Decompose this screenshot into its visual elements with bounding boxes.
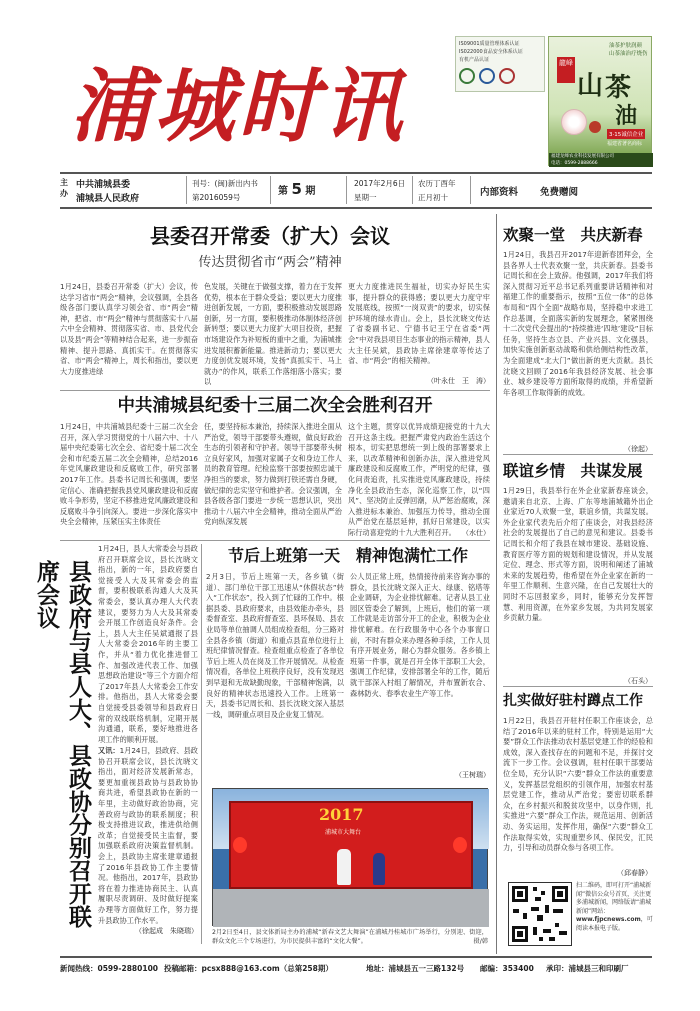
side1-headline: 欢聚一堂 共庆新春 [503,225,643,244]
certification-ad [455,36,545,92]
ad-top-text-2: 山茶油治疗烧伤 [609,51,648,57]
lantern-icon [233,837,247,853]
sponsor-2: 浦城县人民政府 [76,194,140,204]
divider [412,176,413,204]
divider [346,176,347,204]
article3-byline: （徐起成 朱晓瑞） [135,927,198,935]
ad-address: 福建龙峰农业科技发展有限公司 [551,154,614,159]
footer-email: 投稿邮箱：pcsx888@163.com（总第258期） [164,964,333,973]
masthead-title [70,56,420,156]
photo-credit: 摄/韩 [473,938,488,945]
issue-post: 期 [305,186,316,197]
cert-logo-icon [499,68,515,84]
sponsor-1: 中共浦城县委 [76,180,131,190]
lunar-year: 农历丁酉年 [418,179,456,188]
footer-hotline: 新闻热线：0599-2880100 [60,964,159,973]
side1-byline: （徐起） [624,445,652,453]
qr-code[interactable] [508,882,572,946]
article3-col1: 1月24日，县人大常委会与县政府召开联席会议，县长沈晓文指出，新的一年，县政府要自觉接受人大及其常委会的监督，要积极联系沟通人大及其常委会，要认真办理人大代表建议，要努力为人大及其常委会开展工作创造良好条件。会上，县人大主任吴斌通报了县人大常委会2016年的主要工作，并从“着力优化推进督工作、加强改进代表工作、加强思想政治建设”等三个方面介绍了2017年县人大常委会工作安排。他指出，县人大常委会要自觉接受县委领导和县政府日常的双线联络机制，定期开展沟通通，联系，要好地推进各项工作的顺利开展。 [98,544,198,744]
article3-lead: 又讯： [98,746,120,755]
article1-subhead: 传达贯彻省市“两会”精神 [198,255,342,270]
article-divider [60,390,490,391]
article1-col3: 更大力度推进民生福祉，切实办好民生实事，提升群众的获得感；要以更大力度守牢发展底线，按照“一岗双责”的要求，切实保护环境的绿水青山。会上，县长沈晓文传达了省委副书记、宁德书记王宁在省委“两会”中对我县项目生态事业的指示精神，县人大主任吴斌，县政协主席徐建章等传达了省、市“两会”的相关精神。 [348,282,490,366]
article2-col1: 1月24日，中共浦城县纪委十三届二次全会召开，深入学习贯彻党的十八届六中、十八届中央纪委第七次全会、省纪委十届二次全会和市纪委五届二次全会精神，总结2016年党风廉政建设和反腐败工作，研究部署2017年工作。县委书记周长和强调，要坚定信心、准确把握我县党风廉政建设和反腐败斗争形势，坚定不移推进党风廉政建设和反腐败斗争引向深入。要进一步深化落实中央全会精神，压紧压实主体责任 [60,422,198,527]
side-divider [503,454,653,455]
cert-line-1: IS09001质量管理体系认证 [459,41,520,47]
footer-printer: 承印：浦城县三和印刷厂 [546,964,629,973]
article2-col2: 任，要坚持标本兼治，持续深入推进全面从严治党，领导干部要带头遵规，做良好政治生态的引领者和守护者。领导干部要带头树立良好家风，加强对家属子女和身边工作人员的教育管理。纪检监察干部要按照忠诚干净担当的要求，努力做到打铁还需自身硬，做纪律的忠实坚守和维护者。会议强调，全县各级各部门要进一步统一思想认识，突出推动十八届六中全会精神，推动全面从严治党向纵深发展 [204,422,342,527]
column-divider [201,544,202,944]
photo-caption [212,928,488,950]
qr-description [576,882,654,952]
article4-col2: 公人员正常上班，热情接待前来咨询办事的群众，县长沈晓文深入正大、绿康、铭塔等企业调研，为企业排忧解难。记者从县工业园区管委会了解到，上班后，他们的第一项工作就是走访部分开工的企业，积极为企业排忧解难。在行政服务中心各个办事窗口前，不时有群众来办理各种手续，工作人员有序开展业务，耐心为群众服务。各乡镇上班第一件事，就是召开全体干部职工大会，强调工作纪律，安排部署全年的工作，随后就干部深入村组了解情况，并布置新农合、森林防火、春季农业生产等工作。 [350,572,490,698]
side3-byline: （邱春静） [617,869,652,877]
camellia-fruit-icon [589,121,601,133]
footer-address: 地址：浦城县五一三路132号 [366,964,465,973]
sponsor-label: 主办 [60,178,68,198]
kan-hao: 刊号：(闽)新出内书 [192,179,258,188]
sidebar-divider [496,214,497,954]
lantern-icon [453,837,467,853]
free-label: 免费赠阅 [540,187,579,198]
cert-logo-icon [479,68,495,84]
info-bar-top-rule [60,172,652,174]
footer-postcode: 邮编：353400 [480,964,534,973]
article1-col2: 色发展，关键在于做强支撑，着力在于发挥优势，根本在于群众受益；要以更大力度推进创新发展，一方面，要积极推动发展思路创新，另一方面，要积极推动体制体经济创新转型；要以更大力度扩大项目投资，把握市场建设作为补短板的重中之重，为浦城推进发展积蓄新能量。推进新动力；要以更大力度创优发展环境，发扬“真抓实干、马上就办”的作风，联系工作落细落小落实；要以 [204,282,342,387]
article4-headline: 节后上班第一天 精神饱满忙工作 [227,546,468,565]
camellia-flower-icon [561,109,587,135]
side2-headline: 联谊乡情 共谋发展 [503,461,643,480]
qr-text: 扫二维码，即可打开“浦城新闻”微信公众号首页，关注更多浦城新闻，网络版请“浦城新闻”网站： [576,882,652,915]
article3-col1b [98,746,198,925]
photo-caption-text: 2月2日至4日，县文体新局主办的浦城“新春文艺大舞演”在浦城丹桂城市广场举行，分别迎、街迎，群众文化三个专场进行，为市民提供丰富的“文化大餐”。 [212,929,488,945]
issue-pre: 第 [278,186,288,197]
qr-code-icon [509,883,571,945]
footer-top-rule [60,956,652,958]
camellia-oil-ad [548,36,652,166]
ad-brand-c: 油 [615,103,638,129]
lunar-day: 正月初十 [418,193,448,202]
ad-footer-bar [549,153,653,167]
divider [270,176,271,204]
side3-body: 1月22日，我县召开驻村任职工作座谈会，总结了2016年以来的驻村工作，特别是运用“大要”群众工作法推动农村基层党建工作的经验和成效，深入查找存在的问题和不足，并探讨交流下一步工作。会议强调，驻村任职干部要站位全局，充分认识“六要”群众工作法的重要意义，发挥基层党组织的引领作用，加强农村基层党建工作，推动从严治党；要密切联系群众，在乡村振兴和脱贫攻坚中，以身作则，扎实推进“六要”群众工作法，规范运用、创新活动、务实运用，发挥作用，确保“六要”群众工作法取得实效，实现重塑乡风、保民安，汇民力，引导和动员群众参与各项工作。 [503,716,653,853]
ad-phone: 电话：0599-2888666 [551,161,598,166]
article1-headline: 县委召开常委（扩大）会议 [150,224,390,248]
article2-byline: （水仕） [462,529,490,537]
ad-top-text-1: 油茶护肤润颜 [609,43,643,49]
issue-num: 5 [291,180,302,198]
ad-brand-a: 山 [577,71,604,101]
article1-byline: （叶永仕 王 涛） [427,377,490,385]
cert-line-3: 有机产品认证 [459,57,490,63]
stage-photo [212,788,488,926]
internal-label: 内部资料 [480,187,519,198]
ad-badge: 3·15诚信企业 [607,129,645,139]
divider [186,176,187,204]
issue-number [278,180,315,198]
side3-headline: 扎实做好驻村蹲点工作 [503,693,643,709]
article4-byline: （王树瑞） [455,771,490,779]
cert-logo-icon [459,68,475,84]
article3-headline [33,560,94,950]
photo-banner: 2017 [319,805,364,824]
article2-headline: 中共浦城县纪委十三届二次全会胜利召开 [117,396,433,416]
ad-badge-2: 福建省著名商标 [607,141,643,147]
side2-byline: （石头） [624,677,652,685]
issue-date: 2017年2月6日 [354,179,406,188]
article4-col1: 2月3日，节后上班第一天，各乡镇（街道）、部门单位干部工迅速从“休假状态”转入“工作状态”，投入到了忙碌的工作中。根据县委、县政府要求，由县效能办牵头，县委督查室、县政府督查室、县环保局、县农业局等单位抽调人员组成检查组，分三路对全县各乡镇（街道）和重点县直单位进行上班纪律情况督查。检查组重点检查了各单位节后上班人员在岗及工作开展情况。从检查情况看，各单位上班秩序良好，没有发现迟到早退和无故缺勤现象，干部精神饱满，以良好的精神状态迅速投入工作。上班第一天，县委书记周长和、县长沈晓文深入基层一线，调研重点项目及企业复工情况。 [206,572,344,719]
qr-url[interactable]: www.fjpcnews.com [576,916,641,923]
performer [373,853,385,885]
info-bar [60,176,652,206]
ad-brand-b: 茶 [605,73,632,103]
side-divider [503,686,653,687]
ad-seal: 龍峰 [557,57,575,83]
side2-body: 1月29日，我县举行在外企业家新春座谈会，邀请来自北京、上海、广东等地浦城籍外出企业家近70人欢聚一堂，联谊乡情，共谋发展。外企业家代表先后介绍了座谈会，对我县经济社会的发展提出了自己的意见和建议。县委书记周长和介绍了我县在城市建设、基础设施、教育医疗等方面的规划和建设情况，并从发展定位、理念、形式等方面，说明和阐述了浦城未来的发展趋势，他希望在外企业家在新的一年里工作顺利、生意兴隆，在自己发展壮大的同时不忘回报家乡，同时，能够充分发挥智慧、利用资源，在外家乡发展，为共同发展家乡贡献力量。 [503,486,653,623]
photo-stage-text: 浦城市大舞台 [325,829,362,836]
cert-line-2: IS022000食品安全体系认证 [459,49,523,55]
article1-col1: 1月24日，县委召开常委（扩大）会议，传达学习省市“两会”精神，会议强调，全县各级各部门要认真学习领会省、市“两会”精神，把省、市“两会”精神与贯彻落实十八届六中全会精神、贯彻落实省、市、县党代会以及县“两会”等精神结合起来，进一步振奋精神、提升思路、真抓实干。在贯彻落实省、市“两会”精神上，周长和指出，要以更大力度推进绿 [60,282,198,376]
masthead-title-text: 浦城时讯 [70,59,406,153]
cert-logos [459,68,541,84]
footer [60,960,652,978]
qr-note: ，可阅读本报电子版。 [576,916,653,932]
article2-col3: 这个主题，贯穿以优异成绩迎接党的十九大召开这条主线。把握严肃党内政治生活这个根本，切实把思想统一到上级的部署要求上来，以改革精神和创新办法，深入推进党风廉政建设和反腐败工作，严明党的纪律，强化问责追责，扎实推进党风廉政建设，持续净化全县政治生态，深化巡察工作，以“四风”、坚决防止反弹回潮，从严惩治腐败，深入推进标本兼治、加强压力传导，推动全面从严治党在基层延伸，抓好日常建设，以实际行动喜迎党的十九大胜利召开。 [348,422,490,537]
performer [337,849,351,885]
stage-floor [213,889,489,927]
divider [470,176,471,204]
article3-body-2: 1月24日，县政府、县政协召开联席会议，县长沈晓文指出，面对经济发展新常态，要更加重视县政协与县政协协商共进，希望县政协在新的一年里，主动做好政治协商，完善政府与政协的联系制度；积极支持推进议政，推进供给侧改革；自觉接受民主监督，要加强联系政府决策监督机制。会上，县政协主席张建章通报了2016年县政协工作主要情况。他指出，2017年，县政协将在着力推进协商民主、认真履职尽责调研、及时做好提案办理等方面做好工作，努力提升县政协工作水平。 [98,746,198,925]
issue-weekday: 星期一 [354,193,377,202]
info-bar-bottom-rule [60,207,652,209]
article-divider [60,540,490,541]
article3-headline-text: 县政府与县人大、县政协分别召开联席会议 [33,560,92,928]
kan-hao-2: 第2016059号 [192,193,241,202]
side1-body: 1月24日，我县召开2017年迎新春团拜会，全县各界人士代表欢聚一堂，共庆新春。县委书记周长和在会上致辞。他强调，2017年我们将深入贯彻习近平总书记系列重要讲话精神和对福建工作的重要指示，按照“五位一体”的总体布局和“四个全面”战略布局，坚持稳中求进工作总基调，全面落实新的发展理念，紧紧围绕十二次党代会提出的“持续推进‘四地’建设”目标任务，坚持生态立县、产业兴县、文化强县，加快实施创新驱动战略和供给侧结构性改革，为全面建成“北大门”做出新的更大贡献。县长沈晓文回顾了2016年我县经济发展、社会事业、城乡建设等方面所取得的成绩，并希望新年各项工作取得新的成效。 [503,250,653,397]
